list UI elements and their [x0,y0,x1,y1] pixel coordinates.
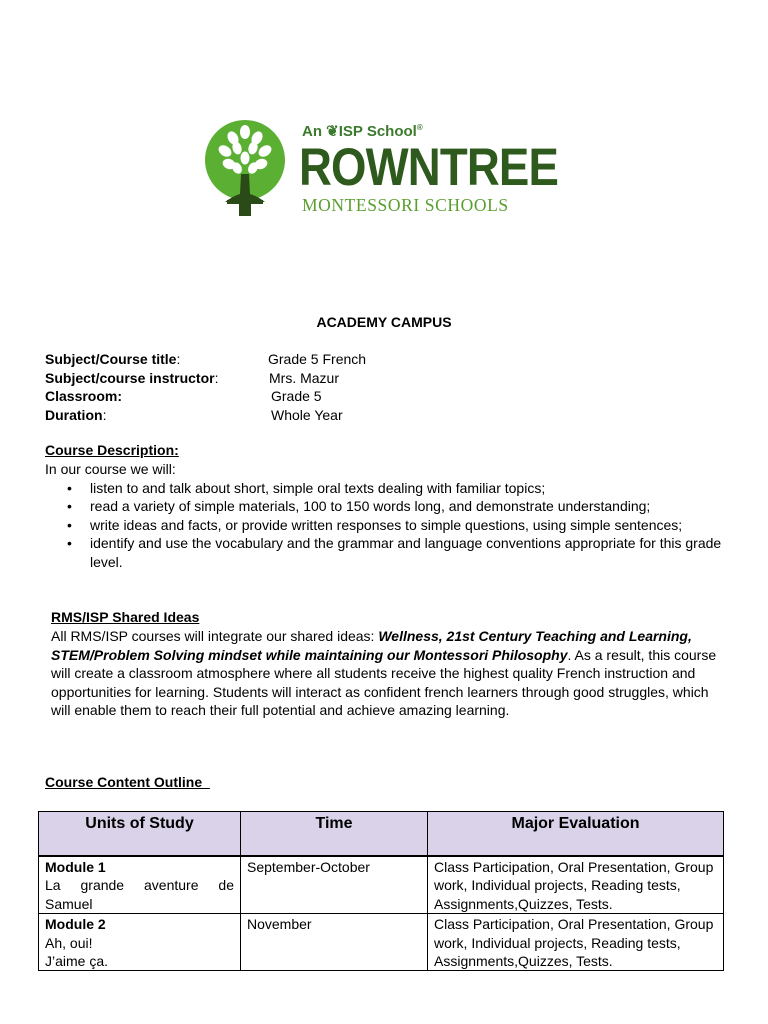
meta-row-classroom: Classroom: Grade 5 [45,388,322,404]
table-row [39,856,724,914]
course-meta [45,350,367,424]
course-description-heading: Course Description: [45,442,179,458]
unit-cell: Module 1 La grande aventure de Samuel [39,856,241,914]
shared-ideas-heading: RMS/ISP Shared Ideas [51,609,200,625]
campus-title: ACADEMY CAMPUS [316,314,452,330]
list-item: • listen to and talk about short, simple oral texts dealing with familiar topics; [45,479,725,497]
logo-subtitle: MONTESSORI SCHOOLS [302,195,509,215]
course-description-list [45,479,725,571]
course-description-intro: In our course we will: [45,461,176,477]
list-item: • identify and use the vocabulary and the grammar and language conventions appropriate for this grade level. [45,534,725,571]
column-header-time: Time [241,812,428,857]
list-item: • write ideas and facts, or provide written responses to simple questions, using simple sentences; [45,516,725,534]
meta-row-title: Subject/Course title: Grade 5 French [45,351,367,367]
evaluation-cell: Class Participation, Oral Presentation, Group work, Individual projects, Reading tests, Assignments,Quizzes, Tests. [428,856,724,914]
time-cell: September-October [241,856,428,914]
column-header-evaluation: Major Evaluation [428,812,724,857]
school-logo [205,118,565,218]
unit-cell: Module 2 Ah, oui! J’aime ça. [39,914,241,971]
table-header-row [39,812,724,857]
logo-brand: ROWNTREE [299,138,558,197]
course-outline-table [38,811,724,971]
time-cell: November [241,914,428,971]
leaf-icon: ❦ [326,123,339,140]
column-header-units: Units of Study [39,812,241,857]
evaluation-cell: Class Participation, Oral Presentation, Group work, Individual projects, Reading tests, Assignments,Quizzes, Tests. [428,914,724,971]
table-row [39,914,724,971]
shared-ideas-paragraph: All RMS/ISP courses will integrate our shared ideas: Wellness, 21st Century Teaching and Learning, STEM/Problem Solving mindset while maintaining our Montessori Philosophy. As a result, this course will create a classroom atmosphere where all students receive the highest quality French instruction and opportunities for learning. Students will interact as confident french learners through good struggles, which will enable them to reach their full potential and achieve amazing learning. [51,628,717,718]
list-item: • read a variety of simple materials, 100 to 150 words long, and demonstrate understanding; [45,497,725,515]
tree-emblem-icon [205,118,285,218]
meta-row-duration: Duration: Whole Year [45,406,343,423]
logo-tagline: An ❦ISP School® [302,123,423,140]
meta-row-instructor: Subject/course instructor: Mrs. Mazur [45,369,339,386]
course-outline-heading: Course Content Outline [45,774,210,790]
